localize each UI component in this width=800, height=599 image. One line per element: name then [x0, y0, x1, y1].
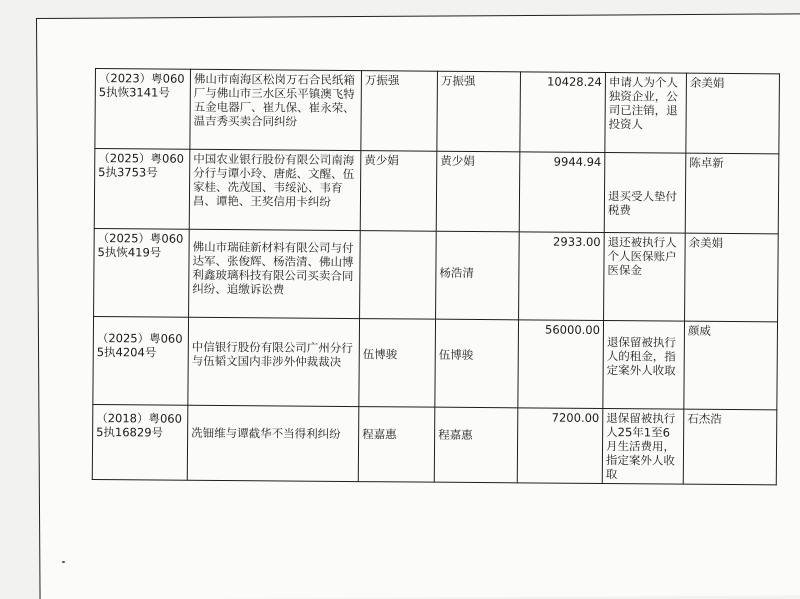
applicant-cell: 程嘉惠 — [358, 407, 435, 483]
case-number-cell: （2018）粤0605执16829号 — [92, 404, 188, 480]
payee-cell: 万振强 — [437, 71, 521, 152]
table-row — [94, 149, 779, 234]
applicant-cell — [360, 231, 437, 320]
amount-cell: 7200.00 — [517, 408, 603, 484]
case-title-cell: 中国农业银行股份有限公司南海分行与谭小玲、唐彪、文醒、伍家桂、冼茂国、韦绥沁、韦育昌、谭艳、王奖信用卡纠纷 — [189, 149, 361, 230]
table-row — [94, 228, 779, 321]
reason-cell: 退还被执行人个人医保账户医保金 — [604, 233, 686, 322]
amount-cell: 9944.94 — [519, 152, 605, 233]
case-number-cell: （2025）粤0605执恢419号 — [94, 228, 190, 317]
applicant-cell: 万振强 — [361, 71, 438, 152]
case-number-cell: （2025）粤0605执3753号 — [94, 149, 190, 230]
table-row — [95, 69, 780, 154]
scan-speck — [62, 561, 65, 563]
reason-cell: 退保留被执行人的租金，指定案外人收取 — [603, 321, 685, 410]
handler-cell: 余美娟 — [685, 233, 779, 322]
case-title-cell: 冼钿维与谭截华不当得利纠纷 — [187, 405, 359, 481]
payee-cell: 伍博骏 — [435, 319, 519, 408]
amount-cell: 56000.00 — [518, 320, 604, 409]
handler-cell: 颜威 — [684, 321, 778, 410]
refund-ledger-table — [92, 68, 780, 485]
case-number-cell: （2025）粤0605执4204号 — [93, 316, 189, 405]
reason-cell: 退买受人垫付税费 — [604, 153, 686, 234]
handler-cell: 陈卓新 — [685, 153, 779, 234]
applicant-cell: 黄少娟 — [360, 151, 437, 232]
reason-cell: 退保留被执行人25年1至6月生活费用，指定案外人收取 — [602, 408, 684, 484]
payee-cell: 程嘉惠 — [434, 407, 518, 483]
amount-cell: 10428.24 — [520, 72, 606, 153]
case-title-cell: 佛山市瑞硅新材料有限公司与付达军、张俊辉、杨浩清、佛山博利鑫玻璃科技有限公司买卖合同纠纷、追缴诉讼费 — [189, 229, 361, 318]
applicant-cell: 伍博骏 — [359, 319, 436, 408]
case-title-cell: 佛山市南海区松岗万石合民纸箱厂与佛山市三水区乐平镇澳飞特五金电器厂、崔九保、崔永荣、温吉秀买卖合同纠纷 — [190, 69, 362, 150]
table-row — [92, 404, 777, 484]
amount-cell: 2933.00 — [519, 232, 605, 321]
case-number-cell: （2023）粤0605执恢3141号 — [95, 69, 191, 150]
payee-cell: 杨浩清 — [436, 231, 520, 320]
reason-cell: 申请人为个人独资企业，公司已注销，退投资人 — [605, 73, 687, 154]
case-title-cell: 中信银行股份有限公司广州分行与伍韬文国内非涉外仲裁裁决 — [188, 317, 360, 406]
handler-cell: 石杰浩 — [683, 409, 777, 485]
handler-cell: 余美娟 — [686, 73, 780, 154]
table-row — [93, 316, 778, 409]
payee-cell: 黄少娟 — [436, 151, 520, 232]
